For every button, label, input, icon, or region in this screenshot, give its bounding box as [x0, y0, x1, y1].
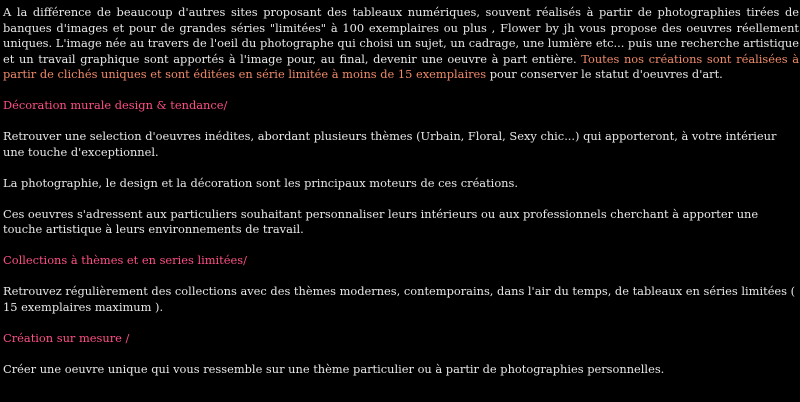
section-heading-collections: Collections à thèmes et en series limitées/ [3, 253, 247, 267]
custom-paragraph: Créer une oeuvre unique qui vous ressemble sur une thème particulier ou à partir de photographies personnelles. [3, 361, 665, 376]
intro-text-end: pour conserver le statut d'oeuvres d'art. [486, 67, 723, 81]
intro-text: A la différence de beaucoup d'autres sites proposant des tableaux numériques, souvent réalisés à partir de photographies tirées de banques d'images et pour de grandes séries "limitées" à 100 exemplaires ou plus , Flower by jh vous propose des oeuvres réellement uniques. L'image née au travers de l'oeil du photographe qui choisi un sujet, un cadrage, une lumière etc... puis une recherche artistique et un travail graphique sont apportés à l'image pour, au final, devenir une oeuvre à part entière. [3, 5, 799, 66]
collections-paragraph: Retrouvez régulièrement des collections avec des thèmes modernes, contemporains, dans l'air du temps, de tableaux en séries limitées ( 15 exemplaires maximum ). [3, 284, 796, 314]
page-content [3, 5, 799, 393]
section-heading-decoration: Décoration murale design & tendance/ [3, 98, 228, 112]
decoration-paragraph-3: Ces oeuvres s'adressent aux particuliers souhaitant personnaliser leurs intérieurs ou aux professionnels cherchant à apporter une touche artistique à leurs environnements de travail. [3, 206, 759, 236]
decoration-paragraph-1: Retrouver une selection d'oeuvres inédites, abordant plusieurs thèmes (Urbain, Floral, Sexy chic...) qui apporteront, à votre intérieur une touche d'exceptionnel. [3, 129, 777, 159]
intro-paragraph [3, 5, 799, 83]
intro-highlight: Toutes nos créations sont réalisées à partir de clichés uniques et sont éditées en série limitée à moins de 15 exemplaires [3, 51, 799, 81]
decoration-paragraph-2: La photographie, le design et la décoration sont les principaux moteurs de ces créations. [3, 175, 518, 190]
section-heading-custom: Création sur mesure / [3, 330, 130, 345]
